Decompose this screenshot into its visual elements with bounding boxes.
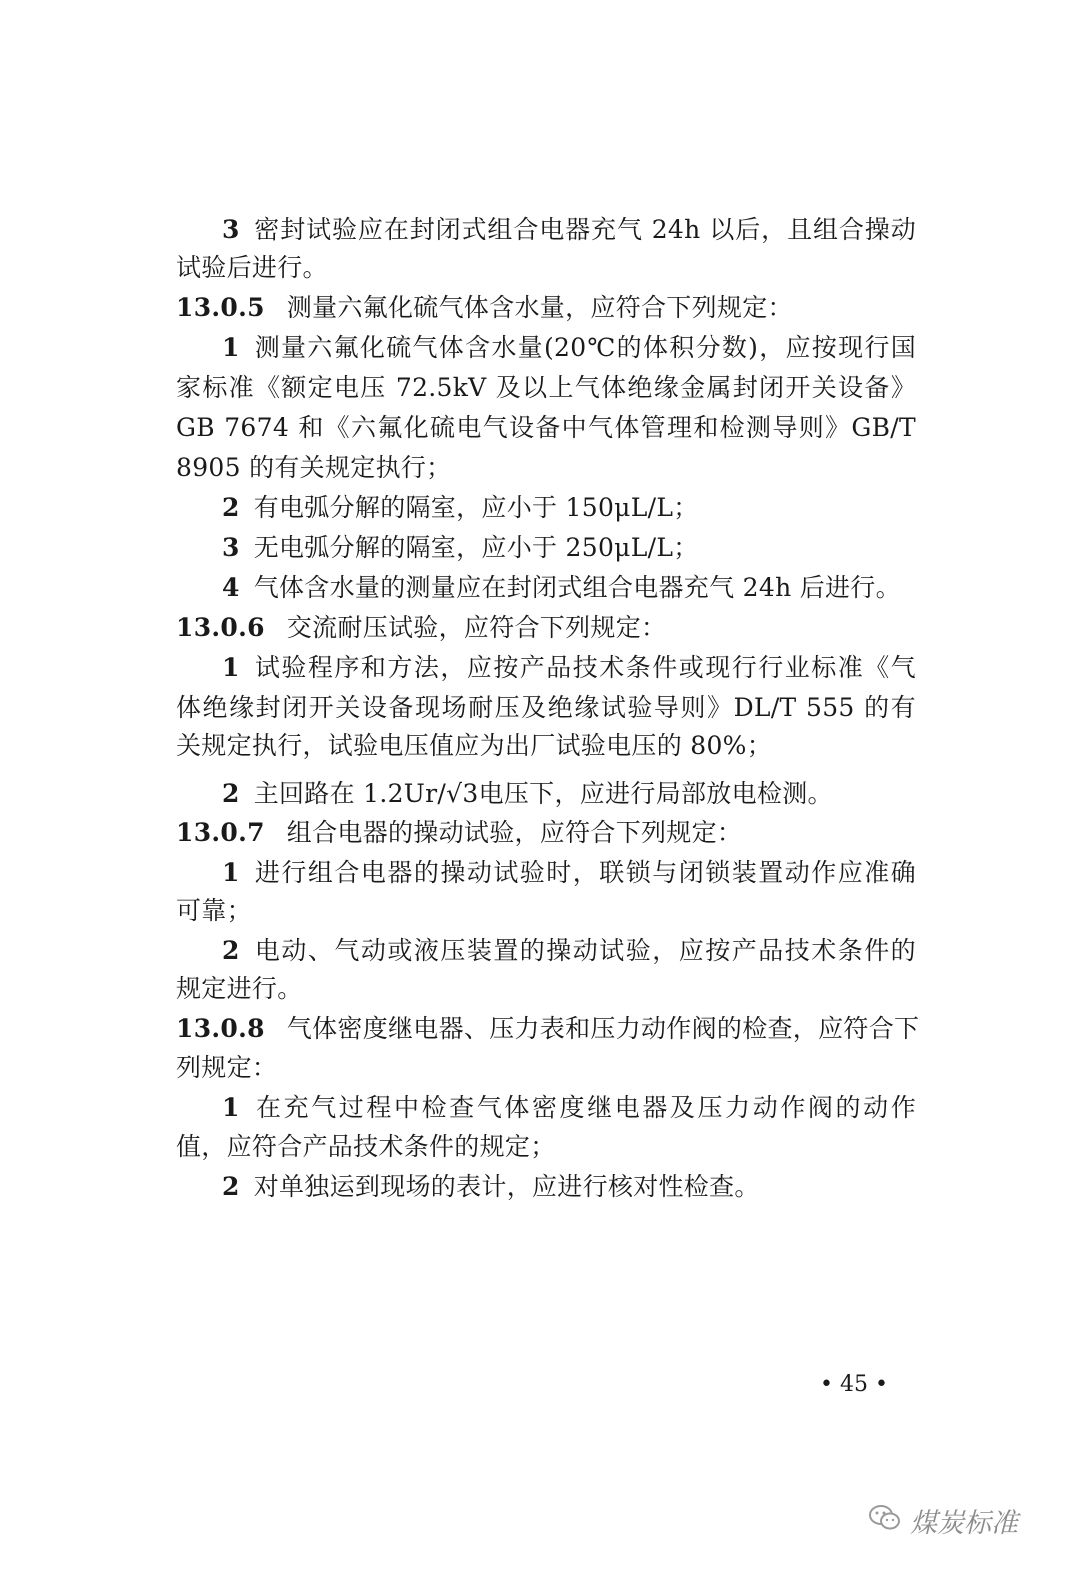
line-text: 对单独运到现场的表计，应进行核对性检查。 (253, 1172, 760, 1201)
text-line (222, 776, 916, 812)
clause-heading (176, 815, 916, 851)
line-text: 在充气过程中检查气体密度继电器及压力动作阀的动作 (253, 1093, 916, 1122)
wechat-icon (868, 1503, 902, 1537)
text-line (176, 690, 916, 726)
item-number: 1 (222, 333, 240, 362)
line-text: 家标准《额定电压 72.5kV 及以上气体绝缘金属封闭开关设备》 (176, 373, 916, 402)
watermark-text: 煤炭标准 (910, 1507, 1018, 1539)
item-number: 3 (222, 533, 240, 562)
line-text: 电动、气动或液压装置的操动试验，应按产品技术条件的 (253, 936, 916, 965)
clause-heading (176, 610, 916, 646)
line-text: 无电弧分解的隔室，应小于 250μL/L； (253, 533, 699, 562)
line-text: 测量六氟化硫气体含水量，应符合下列规定： (286, 293, 793, 322)
line-text: 气体含水量的测量应在封闭式组合电器充气 24h 后进行。 (253, 573, 901, 602)
text-line (176, 250, 916, 286)
text-line (222, 212, 916, 248)
text-line (176, 450, 916, 486)
item-number: 2 (222, 1172, 240, 1201)
line-text: 测量六氟化硫气体含水量(20℃的体积分数)，应按现行国 (253, 333, 916, 362)
item-number: 4 (222, 573, 240, 602)
line-text: 交流耐压试验，应符合下列规定： (286, 613, 667, 642)
clause-heading (176, 1011, 920, 1047)
line-text: 列规定： (176, 1053, 278, 1082)
watermark (868, 1500, 1018, 1540)
line-text: GB 7674 和《六氟化硫电气设备中气体管理和检测导则》GB/T (176, 413, 916, 442)
item-number: 2 (222, 936, 240, 965)
text-line (222, 1090, 916, 1126)
line-text: 试验程序和方法，应按产品技术条件或现行行业标准《气 (253, 653, 916, 682)
line-text: 气体密度继电器、压力表和压力动作阀的检查，应符合下 (286, 1014, 920, 1043)
text-line (176, 728, 916, 764)
text-line (176, 1050, 916, 1086)
item-number: 3 (222, 215, 240, 244)
item-number: 2 (222, 493, 240, 522)
clause-number: 13.0.5 (176, 293, 265, 322)
clause-number: 13.0.8 (176, 1014, 265, 1043)
line-text: 体绝缘封闭开关设备现场耐压及绝缘试验导则》DL/T 555 的有 (176, 693, 916, 722)
clause-number: 13.0.6 (176, 613, 265, 642)
text-line (222, 330, 916, 366)
clause-heading (176, 290, 916, 326)
text-line (222, 490, 916, 526)
line-text: 8905 的有关规定执行； (176, 453, 452, 482)
text-line (222, 570, 916, 606)
text-line (176, 971, 916, 1007)
line-text: 值，应符合产品技术条件的规定； (176, 1132, 556, 1161)
text-line (176, 1129, 916, 1165)
line-text: 关规定执行，试验电压值应为出厂试验电压的 80%； (176, 731, 773, 760)
line-text: 可靠； (176, 896, 252, 925)
text-line (222, 530, 916, 566)
page-number: • 45 • (820, 1372, 888, 1397)
line-text: 进行组合电器的操动试验时，联锁与闭锁装置动作应准确 (253, 858, 916, 887)
line-text: 规定进行。 (176, 974, 303, 1003)
clause-number: 13.0.7 (176, 818, 265, 847)
text-line (176, 370, 916, 406)
text-line (222, 1169, 916, 1205)
item-number: 1 (222, 858, 240, 887)
text-line (222, 650, 916, 686)
item-number: 1 (222, 653, 240, 682)
line-text: 有电弧分解的隔室，应小于 150μL/L； (253, 493, 699, 522)
line-text: 主回路在 1.2Ur/√3电压下，应进行局部放电检测。 (253, 779, 833, 808)
text-line (176, 410, 916, 446)
line-text: 密封试验应在封闭式组合电器充气 24h 以后，且组合操动 (253, 215, 916, 244)
text-line (222, 855, 916, 891)
item-number: 2 (222, 779, 240, 808)
line-text: 试验后进行。 (176, 253, 328, 282)
line-text: 组合电器的操动试验，应符合下列规定： (286, 818, 743, 847)
text-line (176, 893, 916, 929)
text-line (222, 933, 916, 969)
item-number: 1 (222, 1093, 240, 1122)
